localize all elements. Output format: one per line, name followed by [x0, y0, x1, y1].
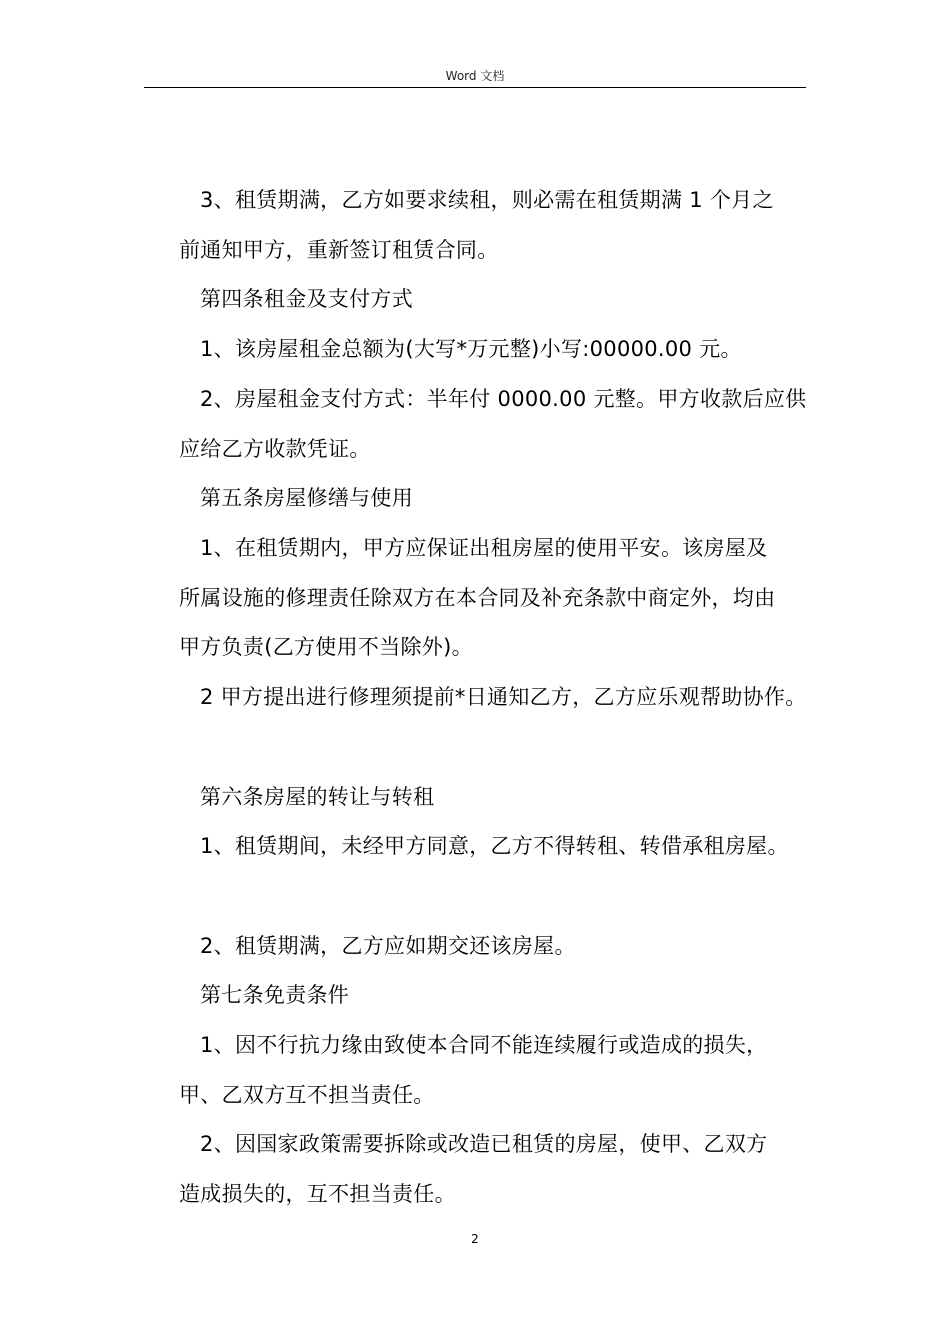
paragraph-line: 1、租赁期间，未经甲方同意，乙方不得转租、转借承租房屋。	[200, 834, 789, 858]
header-rule	[144, 87, 806, 88]
section-heading: 第四条租金及支付方式	[200, 287, 413, 311]
paragraph-line: 1、在租赁期内，甲方应保证出租房屋的使用平安。该房屋及	[200, 536, 768, 560]
paragraph-line: 2 甲方提出进行修理须提前*日通知乙方，乙方应乐观帮助协作。	[200, 685, 807, 709]
paragraph-line: 1、因不行抗力缘由致使本合同不能连续履行或造成的损失，	[200, 1033, 768, 1057]
paragraph-line: 所属设施的修理责任除双方在本合同及补充条款中商定外，均由	[179, 586, 776, 610]
paragraph-line: 2、因国家政策需要拆除或改造已租赁的房屋，使甲、乙双方	[200, 1132, 768, 1156]
page-header: Word 文档	[445, 69, 505, 83]
paragraph-line: 前通知甲方，重新签订租赁合同。	[179, 238, 499, 262]
paragraph-line: 造成损失的，互不担当责任。	[179, 1182, 456, 1206]
section-heading: 第六条房屋的转让与转租	[200, 785, 435, 809]
section-heading: 第七条免责条件	[200, 983, 350, 1007]
paragraph-line: 应给乙方收款凭证。	[179, 437, 371, 461]
page-number: 2	[471, 1232, 479, 1246]
paragraph-line: 甲、乙双方互不担当责任。	[179, 1083, 435, 1107]
paragraph-line: 2、租赁期满，乙方应如期交还该房屋。	[200, 934, 576, 958]
paragraph-line: 甲方负责(乙方使用不当除外)。	[179, 635, 473, 659]
paragraph-line: 1、该房屋租金总额为(大写*万元整)小写:00000.00 元。	[200, 337, 742, 361]
paragraph-line: 2、房屋租金支付方式：半年付 0000.00 元整。甲方收款后应供	[200, 387, 807, 411]
section-heading: 第五条房屋修缮与使用	[200, 486, 413, 510]
paragraph-line: 3、租赁期满，乙方如要求续租，则必需在租赁期满 1 个月之	[200, 188, 774, 212]
